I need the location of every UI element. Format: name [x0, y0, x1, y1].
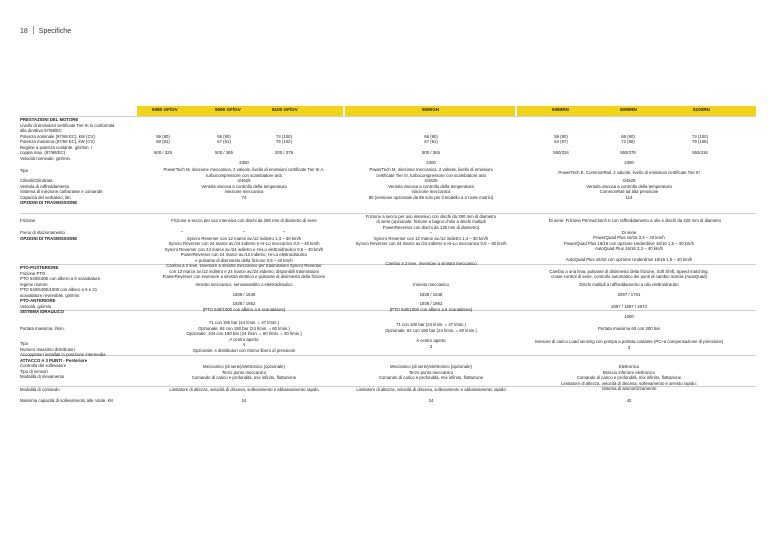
row-label: Tipo [20, 168, 29, 173]
cell-value: 66 (90) [621, 133, 635, 139]
cell-value: A centro aperto [416, 338, 446, 343]
cell-value: 4/4525 [622, 178, 636, 183]
cell-value: Terzo punto meccanico [221, 369, 267, 375]
cell-value: – [180, 229, 184, 234]
section-heading-pto-front: PTO-ANTERIORE [20, 298, 56, 303]
column-header-5090gh: 5090GH [422, 107, 440, 112]
cell-value: 66 (90) [217, 133, 231, 139]
cell-value: Di serie: Frizione PermaClutch II con raffreddamento a olio e dischi da 225 mm di diametro [548, 218, 722, 223]
cell-value: PowerQuad Plus 16/16 con opzione Underdrive 16/16 1,5 – 40 km/h [564, 240, 694, 246]
row-label: Velocità nominale, giri/min. [20, 155, 72, 161]
cell-value: 24 [428, 398, 434, 403]
cell-value: PowerTech M, iniezione meccanica, 2 valvole, livello di emissioni certificate Tier III A, [163, 167, 325, 172]
column-header-5080gf: 5080 GF/GV [152, 107, 178, 112]
cell-value: 71 con 190 bar (24 l/min. = 47 l/min.) [395, 322, 467, 327]
cell-value: Frizione a secco per uso intensivo con dischi da 280 mm di diametro di serie [171, 218, 317, 223]
cell-value: 200 / 375 [275, 150, 293, 155]
cell-value: 60 (81) [156, 139, 170, 144]
cell-value: – [282, 229, 286, 234]
cell-value: Syncro Reverser con 12 marce av./12 indietro 1,4 – 30 km/h [186, 235, 302, 241]
cell-value: 1000 [624, 314, 634, 319]
column-header-5100rn: 5100RN [693, 107, 710, 112]
cell-value: 66 (90) [424, 133, 438, 139]
cell-value: 42 [626, 398, 632, 403]
row-label: Ventola di raffreddamento [20, 183, 70, 189]
cell-value: 4/4525 [424, 178, 438, 183]
cell-value: Meccanico (di serie)/elettronico (opzionale) [390, 364, 472, 369]
cell-value: Comando di carico e profondità, mix infinito, flottazione [576, 375, 682, 380]
row-label: Capacità del serbatoio, litri [20, 194, 71, 200]
cell-value: Comando di carico e profondità, mix infinito, flottazione [378, 375, 484, 380]
cell-value: cruise control di serie, controllo automatico dei punti di cambio marcia (AutoQuad) [551, 274, 707, 279]
cell-value: Elettronico [618, 364, 640, 369]
cell-value: Innesto meccanico, servoassistito o elettroidraulico [195, 282, 293, 287]
cell-value: sistema di ammortizzamento [601, 386, 657, 391]
cell-value: (PTO 540/1000 con albero a 6 scanalature) [202, 306, 286, 312]
row-label: Tipo di sensori [20, 368, 48, 374]
row-divider [20, 310, 756, 311]
cell-value: 500 / 365 [422, 150, 440, 155]
row-label: Regime a potenza costante, giri/min. / [20, 144, 93, 150]
header-divider [33, 26, 34, 34]
cell-value: PowerQuad Plus 16/16 3,3 – 40 km/h [593, 235, 665, 240]
cell-value: di serie (opzionale: frizione a bagno d'olio a dischi multipli [376, 219, 486, 224]
cell-value: Di serie [621, 229, 637, 235]
cell-value: 3 [627, 344, 631, 350]
cell-value: – [429, 229, 433, 235]
cell-value: Syncro Reverser con 24 marce av./24 indietro e Hi-Lo elettroidraulico 0,5 – 40 km/h [164, 246, 324, 252]
cell-value: Innesto meccanico [413, 282, 449, 287]
cell-value: con 12 marce av./12 indietro e 24 marce av./24 indietro; disponibili trasmissioni [169, 268, 319, 274]
cell-value: PowerTech E, CommonRail, 2 valvole, livello di emissioni certificate Tier III [558, 169, 700, 175]
cell-value: 67 (91) [424, 139, 438, 144]
cell-value: PowerReverser con dischi da 135 mm di diametro) [382, 224, 480, 230]
cell-value: Opzionale: 104 con 190 bar (24 l/min. = 60 l/min. = 20 l/min.) [186, 331, 302, 336]
cell-value: 2300 [426, 160, 436, 165]
cell-value: 114 [625, 194, 633, 200]
page-header [20, 26, 71, 35]
cell-value: 1938 / 1648 [232, 292, 256, 297]
row-label: Modalità di rilevamento [20, 374, 65, 379]
cell-value: 74 (100) [275, 133, 293, 139]
row-label: Cilindri/Cilindrata [20, 178, 53, 183]
row-label: Portata massima, l/min. [20, 326, 65, 331]
cell-value: Opzionale: 84 con 190 bar (24 l/min. = 60 l/min.) [198, 325, 290, 331]
cell-value: PowerReverser con 24 marce av./12 indietro, Hi-Lo elettroidraulico [180, 252, 308, 257]
cell-value: 79 (108) [691, 139, 709, 144]
cell-value: 74 [241, 194, 247, 200]
cell-value: 74 (100) [691, 133, 709, 139]
cell-value: PowerTech M, iniezione meccanica, 2 valvole, livello di emissioni [369, 167, 493, 172]
cell-value: 500 / 325 [154, 150, 172, 155]
cell-value: 1938 / 1962 [232, 301, 256, 306]
column-header-5080rn: 5080RN [552, 107, 569, 112]
cell-value: Meccanico (di serie)/elettronico (opzionale) [203, 364, 285, 369]
row-label: Livello di emissioni certificate Tier III in conformità [20, 122, 115, 128]
cell-value: Cambio a una leva, pulsante di disinnesto della frizione, Soft Shift, Speed matching, [549, 268, 709, 274]
cell-value: 1938 / 1962 [419, 301, 443, 306]
cell-value: iniezione meccanica [224, 189, 264, 194]
row-label: PTO 540/540E con albero a 6 scanalature, [20, 276, 102, 281]
row-label: Potenza massima (97/68 EC), kW (CV) [20, 139, 95, 144]
section-heading-transmission: OPZIONI DI TRASMISSIONE [20, 200, 78, 205]
cell-value: Syncro Reverser con 24 marce av./24 indietro e Hi-Lo meccanico 0,5 – 40 km/h [168, 241, 320, 246]
cell-value: turbocompressore con scambiatore aria [206, 172, 282, 178]
row-label: Controllo del sollevatore [20, 363, 67, 368]
cell-value: Ventola viscosa a controllo della temperatura [388, 183, 474, 189]
cell-value: Cambio a 2 leve, inversore a sinistra meccanico per trasmissioni Syncro Reverser [166, 263, 322, 268]
row-label: Accoppiatori installati in posizione intermedia [20, 352, 106, 357]
cell-value: 59 (80) [554, 133, 568, 139]
cell-value: 4/4525 [237, 178, 251, 183]
cell-value: Limitatore di altezza, velocità di discesa, sollevamento e abbassamento rapido [169, 387, 319, 392]
section-heading-engine: PRESTAZIONI DEL MOTORE [20, 117, 79, 122]
cell-value: 80 (versione opzionale da 96 solo per il modello a 2 ruote motrici) [368, 194, 494, 200]
section-heading-3-point-hitch: ATTACCO A 3 PUNTI - Posteriore [20, 357, 88, 363]
cell-value: 500 / 365 [215, 150, 233, 155]
cell-value: 550/376 [620, 150, 636, 155]
row-label: coppia max. (97/68/EC) [20, 150, 66, 155]
cell-value: 67 (91) [217, 139, 231, 144]
cell-value: Cambio a 2 leve, inversore a sinistra meccanico [385, 261, 477, 266]
row-divider [20, 355, 756, 356]
cell-value: 59 (80) [156, 133, 170, 139]
row-label: Tipo [20, 341, 29, 346]
row-label: Modalità di comando [20, 387, 60, 392]
section-heading-hydraulic: SISTEMA IDRAULICO [20, 309, 65, 314]
cell-value: Sensore di carico Load sensing con pompa a portata costante (PC+a compensazione di pressione) [534, 339, 724, 344]
cell-value: 550/334 [553, 150, 569, 155]
cell-value: Syncro Reverser con 24 marce av./24 indietro e Hi-Lo meccanico 0,5 – 30 km/h [355, 241, 507, 246]
section-heading-pto-rear: PTO-POSTERIORE [20, 265, 59, 270]
row-label: Numero massimo distributori [20, 346, 75, 352]
cell-value: 2300 [239, 160, 249, 165]
cell-value: Comando di carico e profondità, mix infinito, flottazione [191, 375, 297, 380]
cell-value: Portata massima 65 con 200 bar [597, 326, 661, 331]
row-label: Potenza nominale (97/68 EC), kW (CV) [20, 133, 95, 139]
row-divider [20, 116, 756, 117]
column-header-5090gf: 5090 GF/GV [215, 107, 241, 112]
cell-value: Syncro Reverser con 12 marce av./12 indietro 1,4 – 30 km/h [373, 235, 489, 241]
cell-value: 2097 / 1697 / 2074 [611, 304, 647, 309]
column-header-5100gf: 5100 GF/GV [272, 107, 298, 112]
cell-value: 4 [242, 342, 246, 347]
cell-value: 64 (87) [554, 139, 568, 144]
cell-value: – [242, 229, 246, 234]
cell-value: Opzionale: 4 distributori con ritorno libero di pressione [192, 347, 296, 353]
row-label: Sistema di iniezione carburante e comande: [20, 189, 104, 194]
cell-value: Ventola viscosa a controllo della temperatura [586, 183, 672, 189]
cell-value: 2300 [624, 160, 634, 165]
cell-value: CommonRail ad alta pressione [599, 189, 659, 194]
cell-value: Ventola viscosa a controllo della temperatura [201, 183, 287, 189]
cell-value: A centro aperto [229, 336, 259, 342]
cell-value: e pulsante di disinnesto della frizione 0,5 – 40 km/h [195, 257, 293, 263]
cell-value: 75 (102) [275, 139, 293, 144]
cell-value: 3 [429, 343, 433, 349]
section-heading-transmission-options: OPZIONI DI TRASMISSIONE [20, 235, 78, 241]
row-label: Frizione PTO [20, 270, 46, 276]
cell-value: (PTO 540/1000 con albero a 6 scanalature) [389, 306, 473, 312]
row-label: Freno di stazionamento [20, 230, 65, 235]
row-label: alla direttiva 97/68/EC [20, 128, 63, 133]
cell-value: 24 [241, 398, 247, 403]
section-title: Specifiche [38, 28, 72, 35]
row-label: PTO 540/540E/1000 con albero a 6 e 21 [20, 287, 98, 292]
row-label: regime motore [20, 281, 48, 287]
cell-value: 72 (98) [621, 139, 635, 144]
cell-value: iniezione meccanica [411, 189, 451, 194]
column-header-5090rn: 5090RN [620, 107, 637, 112]
cell-value: PowerReverser con inversore a sinistra elettrico e pulsante di disinnesto della frizione [162, 274, 326, 279]
row-label: Massima capacità di sollevamento alle rotule, kN [20, 398, 113, 403]
row-label: Velocità, giri/min. [20, 303, 53, 309]
cell-value: Opzionale: 84 con 190 bar (24 l/min. = 60 l/min.) [385, 327, 477, 333]
cell-value: Dischi multipli a raffreddamento a olio elettroidraulici [579, 282, 679, 287]
cell-value: Terzo punto meccanico [408, 369, 454, 375]
row-label: scanalature reversibile, giri/min. [20, 292, 81, 298]
cell-value: Limitatore di altezza, velocità di discesa, sollevamento e abbassamento rapido [356, 387, 506, 392]
cell-value: 550/416 [692, 150, 708, 155]
cell-value: 2097 / 1701 [617, 292, 641, 297]
page-number: 18 [20, 28, 28, 35]
cell-value: Limitatore di altezza, velocità di discesa, sollevamento e arresto rapido: [561, 380, 697, 386]
cell-value: 71 con 190 bar (24 l/min. = 47 l/min.) [208, 320, 280, 325]
cell-value: AutoQuad Plus 16/16 con opzione Underdrive 16/16 1,5 – 40 km/h [565, 257, 693, 262]
cell-value: 1938 / 1648 [419, 292, 443, 297]
cell-value: certificate Tier III, turbocompressore con scambiatore aria [376, 172, 486, 178]
cell-value: Braccio inferiore elettronico [602, 369, 656, 375]
cell-value: Frizione a secco per uso intensivo con dischi da 280 mm di diametro [365, 213, 497, 219]
row-label: Frizione [20, 218, 36, 223]
cell-value: AutoQuad Plus 16/16 3,3 – 40 km/h [594, 246, 664, 251]
